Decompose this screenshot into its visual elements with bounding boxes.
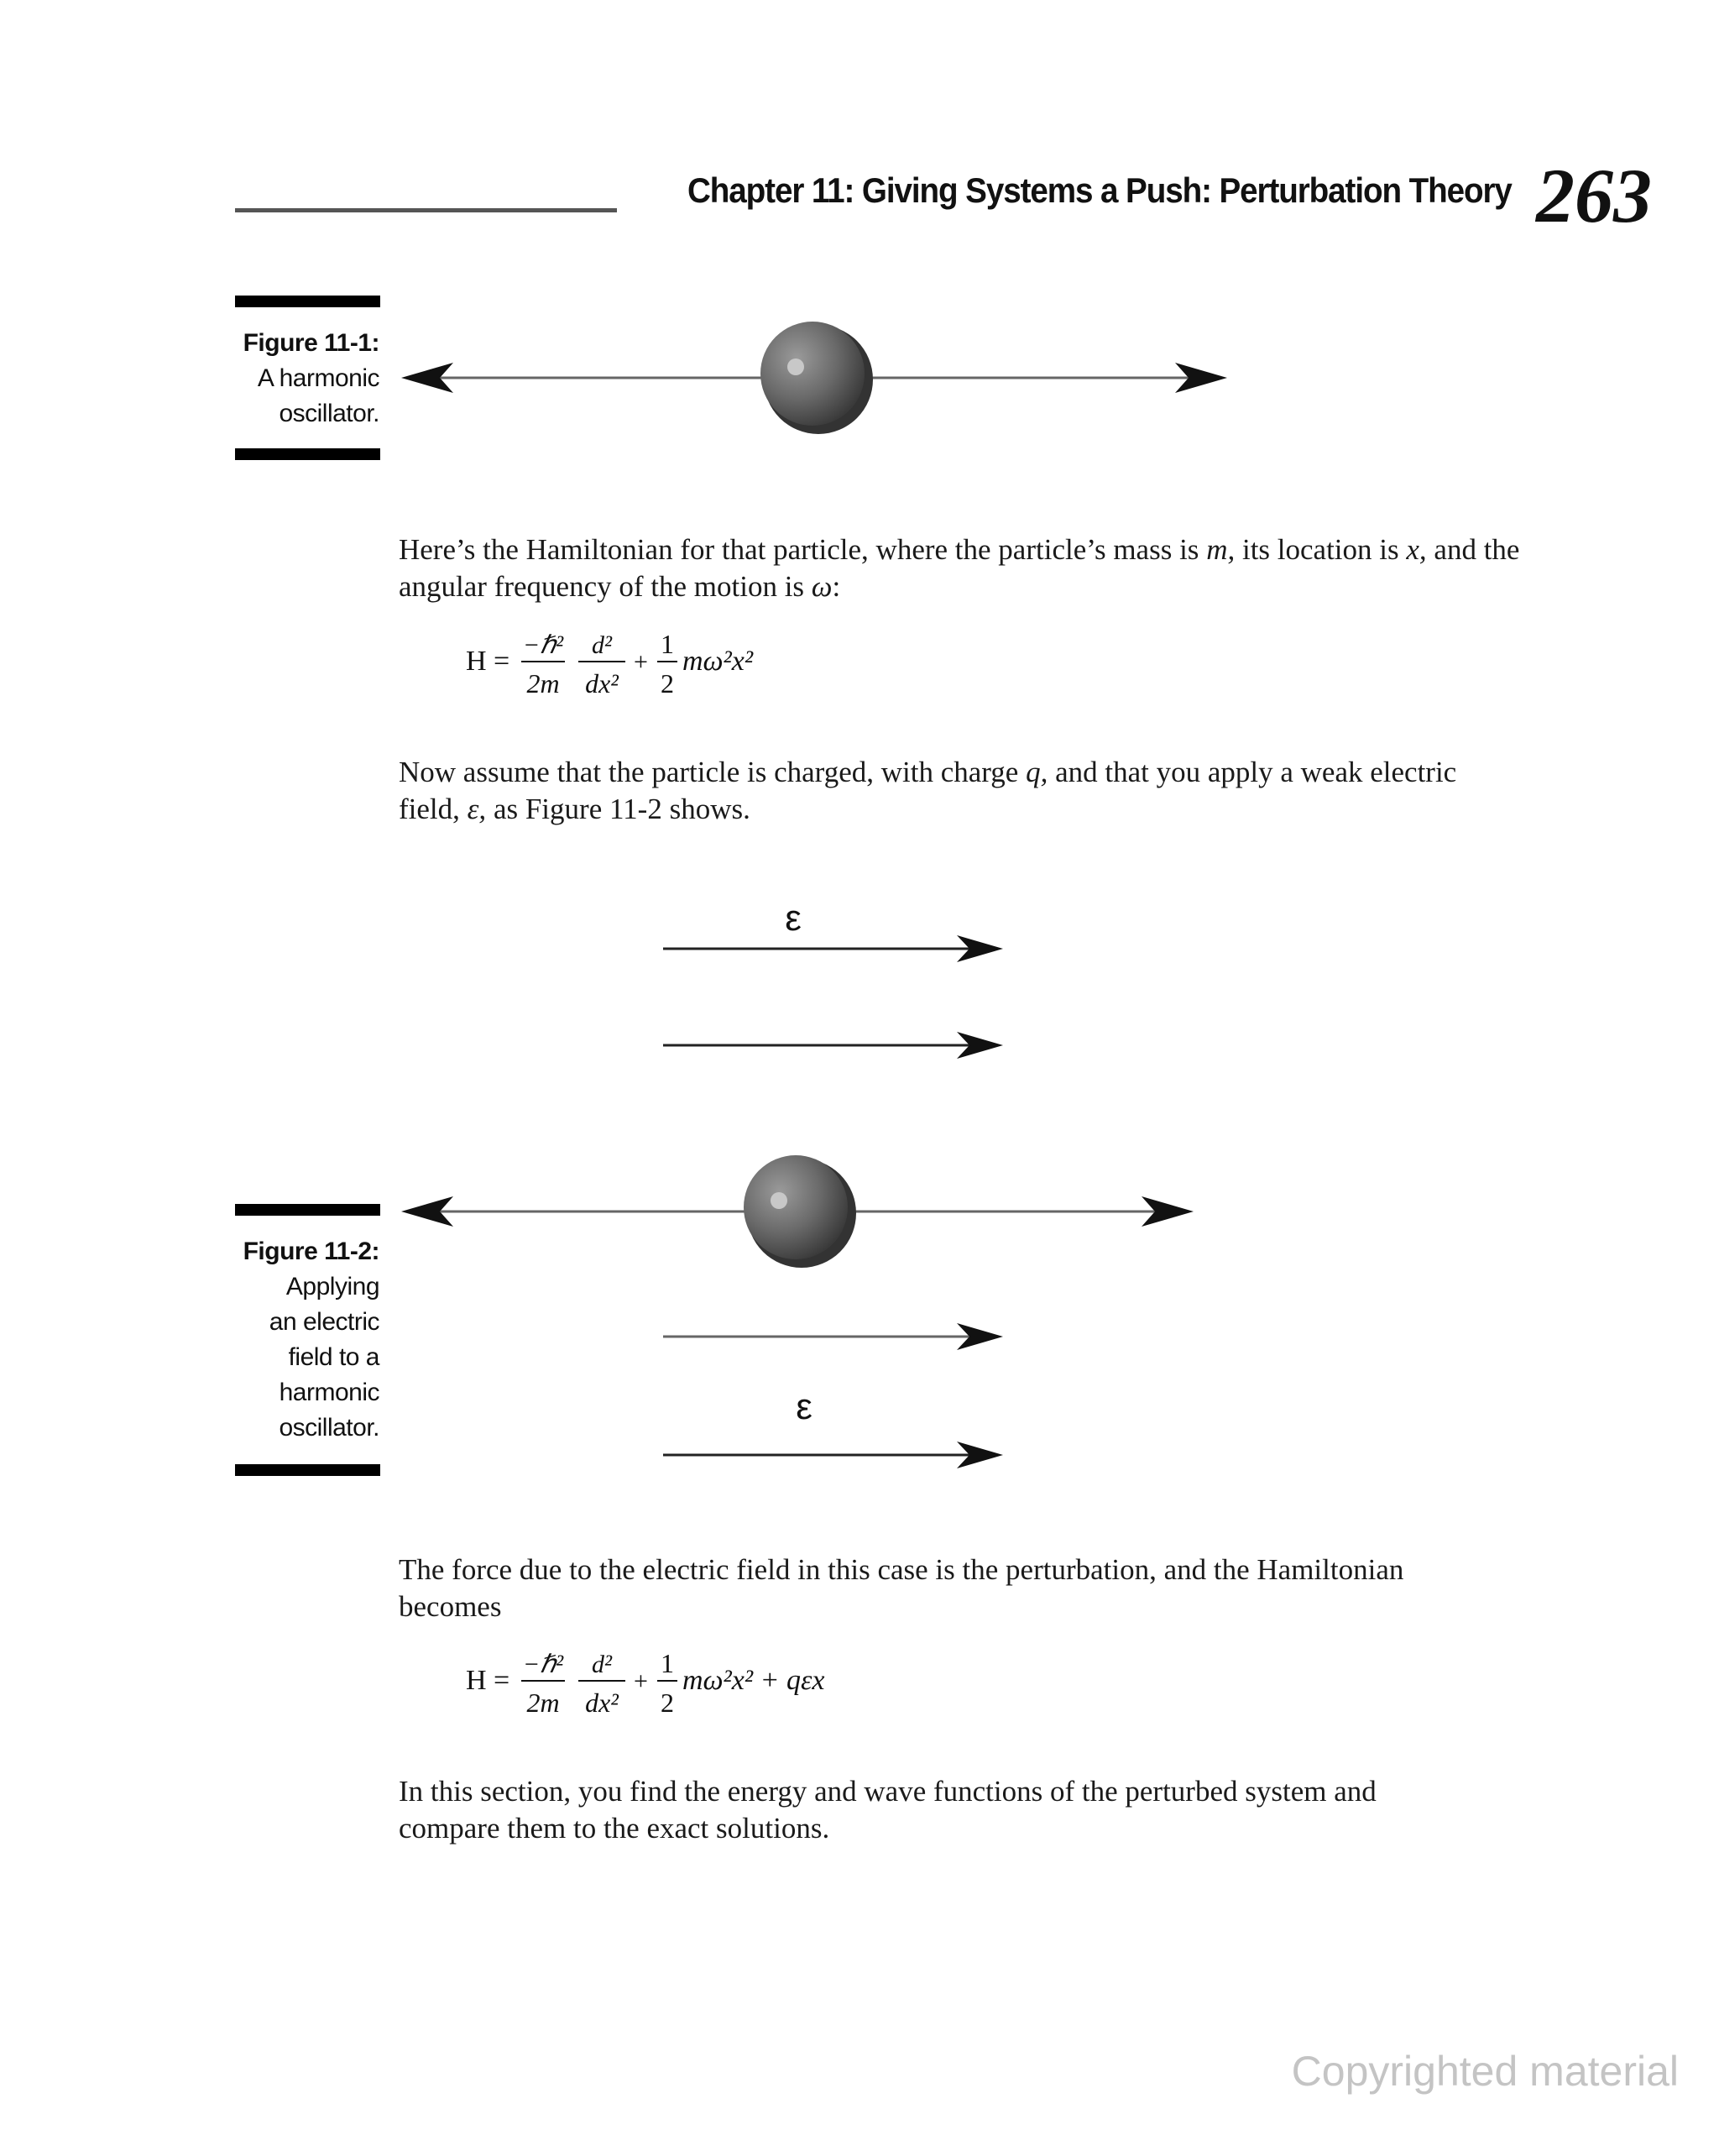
- figure-2-caption-line: an electric: [269, 1308, 379, 1336]
- figure-2-label: Figure 11-2:: [243, 1238, 379, 1265]
- eq-numerator: 1: [661, 1648, 674, 1678]
- eq-numerator: d²: [592, 1651, 612, 1678]
- eq-lhs: H =: [466, 1665, 510, 1696]
- eq-plus: +: [634, 648, 648, 676]
- eq-numerator: 1: [661, 629, 674, 659]
- figure-2-caption: [201, 1234, 379, 1446]
- paragraph-4: In this section, you find the energy and wave functions of the perturbed system and compare them to the exact solutions.: [399, 1775, 1377, 1845]
- eq-lhs: H =: [466, 646, 510, 677]
- figure-2-field-and-oscillator: [401, 897, 1194, 1468]
- paragraph-1: [399, 531, 1523, 605]
- para1-text: its location is: [1235, 533, 1407, 566]
- figure-2-caption-line: oscillator.: [279, 1414, 379, 1442]
- running-header-title: Chapter 11: Giving Systems a Push: Perturbation Theory: [687, 170, 1512, 210]
- field-symbol-bottom: ε: [796, 1386, 812, 1427]
- eq-denominator: 2: [661, 668, 674, 699]
- particle-highlight: [771, 1192, 787, 1209]
- figure-1-oscillator: [401, 322, 1227, 434]
- eq-numerator: −ℏ²: [522, 1651, 564, 1678]
- figure-2-caption-bar-top: [235, 1204, 380, 1216]
- figure-2-caption-bar-bottom: [235, 1464, 380, 1476]
- paragraph-2: [399, 754, 1523, 828]
- var-x: x,: [1406, 533, 1427, 566]
- paragraph-3: The force due to the electric field in this case is the perturbation, and the Hamiltonian becomes: [399, 1553, 1404, 1623]
- page-number: 263: [1536, 153, 1652, 238]
- figure-2-caption-line: field to a: [288, 1343, 379, 1371]
- particle-highlight: [787, 358, 804, 375]
- para1-text: Here’s the Hamiltonian for that particle, where the particle’s mass is: [399, 533, 1207, 566]
- var-m: m,: [1206, 533, 1236, 566]
- figure-2-caption-line: harmonic: [279, 1379, 379, 1406]
- equation-2: [466, 1641, 969, 1724]
- eq-plus: +: [634, 1667, 648, 1695]
- figure-1-caption-line: A harmonic: [257, 364, 379, 392]
- copyright-watermark: Copyrighted material: [1291, 2048, 1679, 2095]
- eq-term: mω²x² + qεx: [682, 1665, 825, 1696]
- para2-text: and that you apply a weak electric field,: [399, 756, 1457, 825]
- eq-denominator: dx²: [585, 668, 619, 699]
- var-q: q,: [1026, 756, 1048, 788]
- para2-text: as Figure 11-2 shows.: [486, 793, 750, 825]
- eq-denominator: dx²: [585, 1688, 619, 1718]
- figure-1-caption-line: oscillator.: [279, 400, 379, 427]
- para1-text: :: [832, 570, 841, 603]
- eq-denominator: 2m: [526, 1688, 560, 1718]
- eq-denominator: 2m: [526, 668, 560, 699]
- field-symbol-top: ε: [785, 897, 802, 939]
- para2-text: Now assume that the particle is charged, with charge: [399, 756, 1027, 788]
- eq-term: mω²x²: [682, 646, 754, 677]
- eq-numerator: −ℏ²: [522, 631, 564, 659]
- equation-1: [466, 621, 936, 705]
- eq-denominator: 2: [661, 1688, 674, 1718]
- para1-text: and the angular frequency of the motion is: [399, 533, 1520, 603]
- figure-2-caption-line: Applying: [285, 1273, 379, 1300]
- var-omega: ω: [811, 570, 833, 603]
- var-epsilon: ε,: [467, 793, 487, 825]
- eq-numerator: d²: [592, 631, 612, 659]
- particle-ball-icon: [744, 1155, 848, 1259]
- particle-ball-icon: [760, 322, 865, 426]
- figure-1-label: Figure 11-1:: [243, 329, 379, 357]
